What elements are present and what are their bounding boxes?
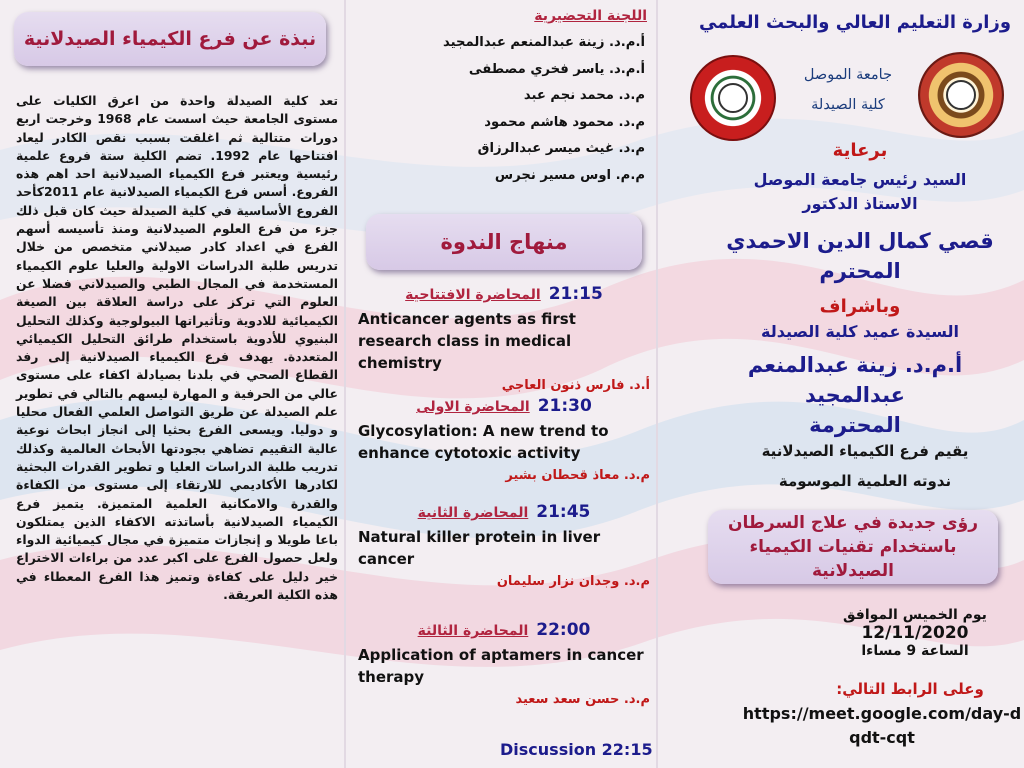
program-title: منهاج الندوة xyxy=(366,214,642,270)
lecture-time: 21:15 xyxy=(548,284,603,304)
lecture-topic: Natural killer protein in liver cancer xyxy=(358,528,601,568)
lecture-name: المحاضرة الثالثة xyxy=(417,623,529,639)
patronage-panel xyxy=(660,0,1024,768)
committee-member: م.م. اوس مسير نجرس xyxy=(494,167,645,183)
university-name xyxy=(780,60,916,120)
university-logo-icon xyxy=(918,52,1004,138)
seminar-theme-line: رؤى جديدة في علاج السرطان xyxy=(727,513,978,533)
committee-member: م.د. محمود هاشم محمود xyxy=(484,114,645,130)
organizer-text xyxy=(730,436,1000,496)
lecture-time: 21:30 xyxy=(537,396,592,416)
president-title-line: السيد رئيس جامعة الموصل xyxy=(753,170,967,189)
lecture-time: 21:45 xyxy=(536,502,591,522)
lecture-item xyxy=(358,284,650,393)
lecture-time: 22:00 xyxy=(536,620,591,640)
under-patronage: برعاية xyxy=(832,140,888,161)
supervision-label: وباشراف xyxy=(819,296,901,317)
dean-name xyxy=(700,350,1010,440)
event-date: 12/11/2020 xyxy=(861,623,969,643)
lecture-speaker: م.د. حسن سعد سعيد xyxy=(515,692,650,707)
president-name xyxy=(720,226,1000,286)
dean-name-line: أ.م.د. زينة عبدالمنعم عبدالمجيد xyxy=(747,353,963,407)
lecture-topic: Application of aptamers in cancer therapy xyxy=(358,646,644,686)
lecture-speaker: م.د. وجدان نزار سليمان xyxy=(496,574,650,589)
event-day: يوم الخميس الموافق xyxy=(843,607,987,623)
dean-name-line: المحترمة xyxy=(809,413,901,437)
seminar-theme xyxy=(708,510,998,584)
organizer-line: ندوته العلمية الموسومة xyxy=(778,472,952,490)
program-panel xyxy=(350,0,655,768)
event-time: الساعة 9 مساءا xyxy=(861,643,969,659)
committee-member: أ.م.د. زينة عبدالمنعم عبدالمجيد xyxy=(443,35,645,50)
lecture-name: المحاضرة الافتتاحية xyxy=(405,287,541,303)
lecture-name: المحاضرة الاولى xyxy=(416,399,530,415)
meeting-link[interactable]: https://meet.google.com/day-dqdt-cqt xyxy=(742,704,1022,747)
link-label: وعلى الرابط التالي: xyxy=(836,680,984,698)
organizer-line: يقيم فرع الكيمياء الصيدلانية xyxy=(761,442,969,460)
president-title-line: الاستاذ الدكتور xyxy=(802,194,918,213)
ministry-title: وزارة التعليم العالي والبحث العلمي xyxy=(698,12,1012,33)
president-title xyxy=(720,168,1000,216)
lecture-name: المحاضرة الثانية xyxy=(417,505,529,521)
college-logo-icon xyxy=(690,55,776,141)
seminar-theme-line: باستخدام تقنيات الكيمياء الصيدلانية xyxy=(749,537,957,581)
committee-member: م.د. محمد نجم عبد xyxy=(523,88,645,103)
history-panel xyxy=(0,0,345,768)
lecture-item xyxy=(358,396,650,483)
president-name-line: المحترم xyxy=(819,259,901,283)
lecture-item xyxy=(358,502,650,589)
lecture-topic: Glycosylation: A new trend to enhance cytotoxic activity xyxy=(358,422,609,462)
committee-member: م.د. غيث ميسر عبدالرزاق xyxy=(477,141,645,156)
lecture-speaker: أ.د. فارس ذنون العاجي xyxy=(501,378,650,393)
discussion-time: Discussion 22:15 xyxy=(500,740,653,759)
college-label: كلية الصيدلة xyxy=(811,97,885,113)
committee-list xyxy=(345,30,645,189)
event-datetime xyxy=(820,606,1010,660)
dean-title: السيدة عميد كلية الصيدلة xyxy=(761,322,959,341)
committee-title: اللجنة التحضيرية xyxy=(534,8,647,24)
history-title: نبذة عن فرع الكيمياء الصيدلانية xyxy=(14,12,326,66)
president-name-line: قصي كمال الدين الاحمدي xyxy=(726,229,994,253)
university-label: جامعة الموصل xyxy=(803,67,893,83)
history-text: تعد كلية الصيدلة واحدة من اعرق الكليات على مستوى الجامعة حيث اسست عام 1968 وخرجت اربع دورات متتالية ثم اغلقت بسبب نقص الكادر ليعاد افتتاحها عام 1992. تضم الكلية ستة فروع علمية رئيسية ويعتبر فرع الكيمياء الصيدلانية احد اهم هذه الفروع. أسس فرع الكيمياء الصيدلانية عام 2011كأحد الفروع الأساسية في كلية الصيدلة حيث كان قبل ذلك جزء من فرع العلوم الصيدلانية ومنذ تأسيسه أسهم الفرع في اعداد كادر صيدلاني متخصص من خلال تدريس طلبة الدراسات الاولية والعليا علوم الكيمياء المستخدمة في المجال الطبي والصيدلاني فضلا عن العلوم التي تركز على دراسة العلاقة بين الصيغة الكيميائية للادوية وتأثيراتها البيولوجية وكذلك التحليل البنيوي للأدوية باستخدام طرائق التحليل الكيميائي المتعددة. يهدف فرع الكيمياء الصيدلانية إلى رفد القطاع الصحي في بلدنا بصيادلة اكفاء على مستوى عالي من الحرفية و المهارة ليسهم بالتالي في تطوير علم الصيدلة عن طريق التواصل العلمي الفعال محليا و دوليا. ويسعى الفرع بحثيا إلى انجاز ابحاث نوعية عالية التقييم تضاهي بجودتها الأبحاث العالمية وكذلك تدريب طلبة الدراسات العليا و تطوير القدرات البحثية لكادرها الأكاديمي للارتقاء إلى مستوى من الكفاءة والقدرة والامكانية العلمية المتميزة. يتميز فرع الكيمياء الصيدلانية بأساتذته الاكفاء الذين يمتلكون باعا طويلا و إنجازات متميزة في مجال كيميائية الدواء ولعل حصول الفرع على اكبر عدد من براءات الاختراع خير دليل على كفاءة وتميز هذا الفرع المعطاء في هذه الكلية العريقة. xyxy=(16,93,339,603)
committee-member: أ.م.د. ياسر فخري مصطفى xyxy=(468,61,645,77)
lecture-topic: Anticancer agents as first research class in medical chemistry xyxy=(358,310,576,372)
lecture-speaker: م.د. معاذ قحطان بشير xyxy=(505,468,650,483)
lecture-item xyxy=(358,620,650,707)
